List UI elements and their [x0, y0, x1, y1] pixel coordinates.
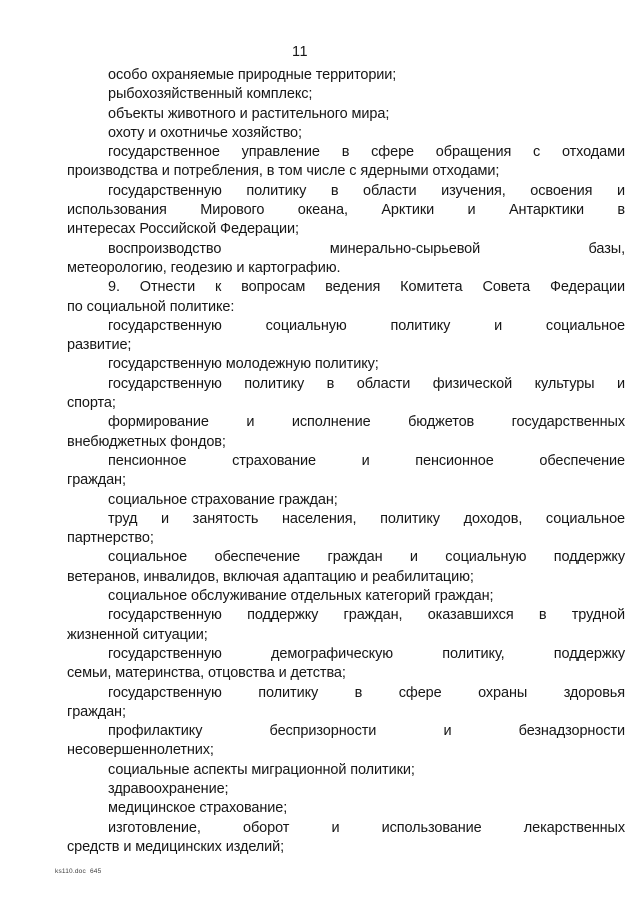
- paragraph: [67, 240, 625, 279]
- text-line: особо охраняемые природные территории;: [108, 67, 397, 83]
- paragraph: [67, 85, 625, 104]
- paragraph: [67, 143, 625, 182]
- paragraph: [67, 587, 625, 606]
- text-line: воспроизводство минерально-сырьевой базы,: [108, 240, 625, 257]
- text-line: граждан;: [67, 472, 126, 489]
- text-line: государственную политику в области изучения, освоения и: [108, 182, 625, 199]
- text-line: социальное обеспечение граждан и социальную поддержку: [108, 549, 625, 566]
- paragraph: [67, 606, 625, 645]
- text-line: партнерство;: [67, 530, 154, 547]
- text-line: семьи, материнства, отцовства и детства;: [67, 665, 346, 682]
- text-line: изготовление, оборот и использование лекарственных: [108, 819, 625, 836]
- text-line: граждан;: [67, 703, 126, 720]
- paragraph: [67, 105, 625, 124]
- paragraph: [67, 510, 625, 549]
- document-body: [67, 66, 625, 857]
- paragraph: [67, 548, 625, 587]
- text-line: пенсионное страхование и пенсионное обеспечение: [108, 452, 625, 469]
- paragraph: [67, 452, 625, 491]
- text-line: государственную социальную политику и социальное: [108, 317, 625, 334]
- paragraph: [67, 491, 625, 510]
- text-line: метеорологию, геодезию и картографию.: [67, 259, 341, 276]
- print-code: ks110.doc 645: [55, 868, 102, 875]
- text-line: профилактику беспризорности и безнадзорности: [108, 723, 625, 740]
- text-line: охоту и охотничье хозяйство;: [108, 124, 302, 141]
- paragraph: [67, 182, 625, 240]
- text-line: формирование и исполнение бюджетов государственных: [108, 414, 625, 431]
- text-line: производства и потребления, в том числе с ядерными отходами;: [67, 163, 500, 180]
- text-line: развитие;: [67, 337, 132, 354]
- text-line: по социальной политике:: [67, 298, 235, 315]
- text-line: социальное страхование граждан;: [108, 491, 338, 508]
- paragraph: [67, 722, 625, 761]
- text-line: средств и медицинских изделий;: [67, 838, 285, 855]
- paragraph: [67, 66, 625, 85]
- text-line: объекты животного и растительного мира;: [108, 105, 390, 122]
- text-line: государственную поддержку граждан, оказавшихся в трудной: [108, 607, 625, 624]
- paragraph: [67, 799, 625, 818]
- text-line: спорта;: [67, 395, 116, 412]
- paragraph: [67, 645, 625, 684]
- paragraph: [67, 355, 625, 374]
- text-line: рыбохозяйственный комплекс;: [108, 86, 313, 103]
- text-line: социальное обслуживание отдельных категорий граждан;: [108, 588, 494, 605]
- paragraph: [67, 684, 625, 723]
- paragraph: [67, 780, 625, 799]
- text-line: медицинское страхование;: [108, 800, 288, 817]
- text-line: государственную демографическую политику, поддержку: [108, 645, 625, 662]
- text-line: социальные аспекты миграционной политики;: [108, 761, 415, 778]
- text-line: государственную молодежную политику;: [108, 356, 379, 373]
- text-line: жизненной ситуации;: [67, 626, 208, 643]
- text-line: интересах Российской Федерации;: [67, 221, 299, 238]
- text-line: несовершеннолетних;: [67, 742, 214, 759]
- text-line: здравоохранение;: [108, 780, 229, 797]
- text-line: 9. Отнести к вопросам ведения Комитета Совета Федерации: [108, 279, 625, 296]
- paragraph: [67, 317, 625, 356]
- text-line: государственную политику в области физической культуры и: [108, 375, 625, 392]
- text-line: внебюджетных фондов;: [67, 433, 226, 450]
- paragraph: [67, 413, 625, 452]
- text-line: государственную политику в сфере охраны здоровья: [108, 684, 625, 701]
- text-line: использования Мирового океана, Арктики и Антарктики в: [67, 202, 625, 219]
- paragraph: [67, 761, 625, 780]
- text-line: государственное управление в сфере обращения с отходами: [108, 144, 625, 161]
- paragraph: [67, 375, 625, 414]
- paragraph: [67, 124, 625, 143]
- text-line: труд и занятость населения, политику доходов, социальное: [108, 510, 625, 527]
- text-line: ветеранов, инвалидов, включая адаптацию и реабилитацию;: [67, 568, 474, 585]
- paragraph: [67, 819, 625, 858]
- paragraph: [67, 278, 625, 317]
- page-number: 11: [291, 44, 309, 60]
